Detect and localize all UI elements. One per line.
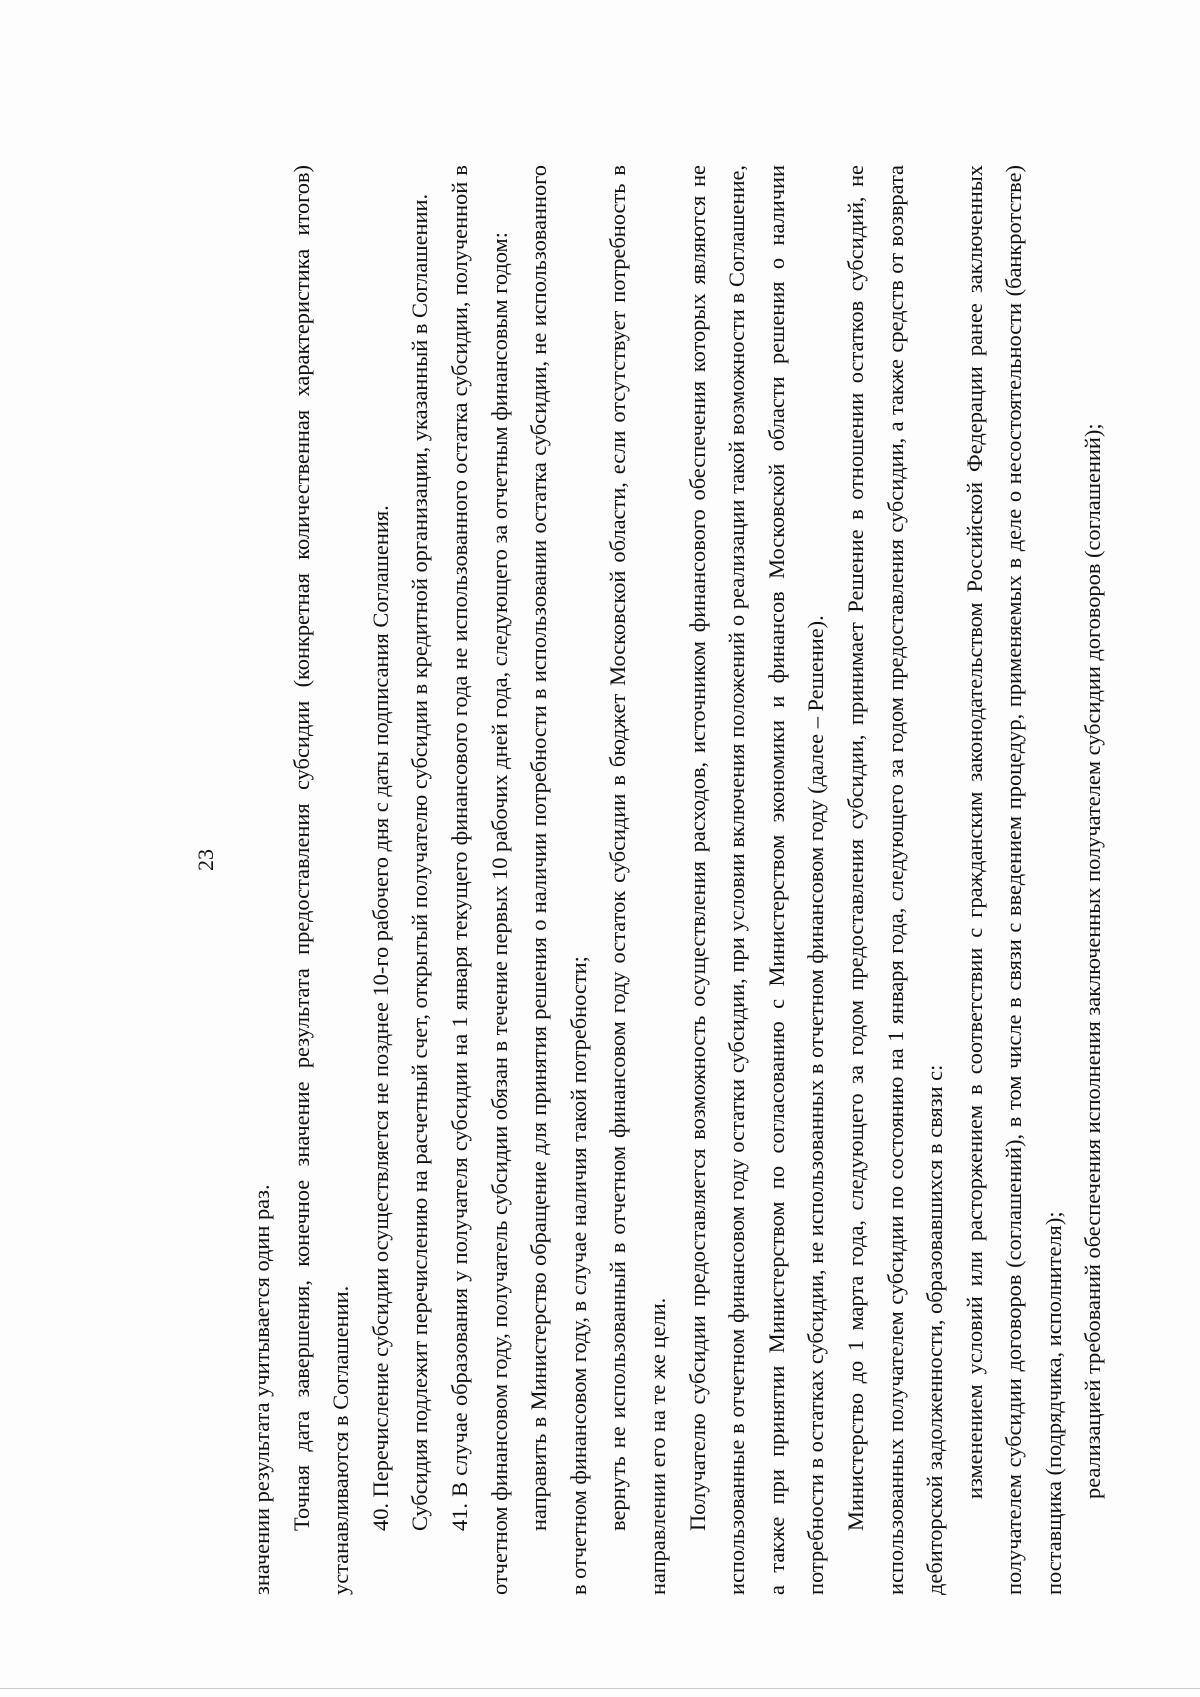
paragraph: значении результата учитывается один раз. [249, 1184, 274, 1595]
document-body [242, 165, 1113, 1595]
paragraph: вернуть не использованный в отчетном финансовом году остаток субсидии в бюджет Московской области, если отсутствует потребность в направлении его на те же цели. [605, 165, 670, 1595]
paragraph: изменением условий или расторжением в соответствии с гражданским законодательством Российской Федерации ранее заключенных получателем субсидии договоров (соглашений), в том числе в связи с введением процедур, применяемых в деле о несостоятельности (банкротстве) поставщика (подрядчика, исполнителя); [961, 165, 1066, 1595]
paragraph: Субсидия подлежит перечислению на расчетный счет, открытый получателю субсидии в кредитной организации, указанный в Соглашении. [407, 193, 433, 1531]
paragraph: 41. В случае образования у получателя субсидии на 1 января текущего финансового года не использованного остатка субсидии, полученной в отчетном финансовом году, получатель субсидии обязан в течение первых 10 рабочих дней года, следующего за отчетным финансовым годом: [446, 165, 512, 1595]
scan-edge-line [0, 1688, 1200, 1689]
paragraph: Точная дата завершения, конечное значение результата предоставления субсидии (конкретная количественная характеристика итогов) устанавливаются в Соглашении. [288, 165, 354, 1595]
rotated-document-sheet [193, 125, 1106, 1595]
paragraph: 40. Перечисление субсидии осуществляется не позднее 10-го рабочего дня с даты подписания Соглашения. [367, 505, 393, 1531]
paragraph: реализацией требований обеспечения исполнения заключенных получателем субсидии договоров (соглашений); [1080, 423, 1106, 1499]
page-number: 23 [193, 849, 218, 871]
paragraph: направить в Министерство обращение для принятия решения о наличии потребности в использовании остатка субсидии, не использованного в отчетном финансовом году, в случае наличия такой потребности; [526, 165, 591, 1595]
paragraph: Министерство до 1 марта года, следующего за годом предоставления субсидии, принимает Решение в отношении остатков субсидий, не использованных получателем субсидии по состоянию на 1 января года, следующего за годом предоставления субсидии, а также средств от возврата дебиторской задолженности, образовавшихся в связи с: [842, 165, 948, 1595]
paragraph: Получателю субсидии предоставляется возможность осуществления расходов, источником финансового обеспечения которых являются не использованные в отчетном финансовом году остатки субсидии, при условии включения положений о реализации такой возможности в Соглашение, а также при принятии Министерством по согласованию с Министерством экономики и финансов Московской области решения о наличии потребности в остатках субсидии, не использованных в отчетном финансовом году (далее – Решение). [684, 165, 829, 1595]
